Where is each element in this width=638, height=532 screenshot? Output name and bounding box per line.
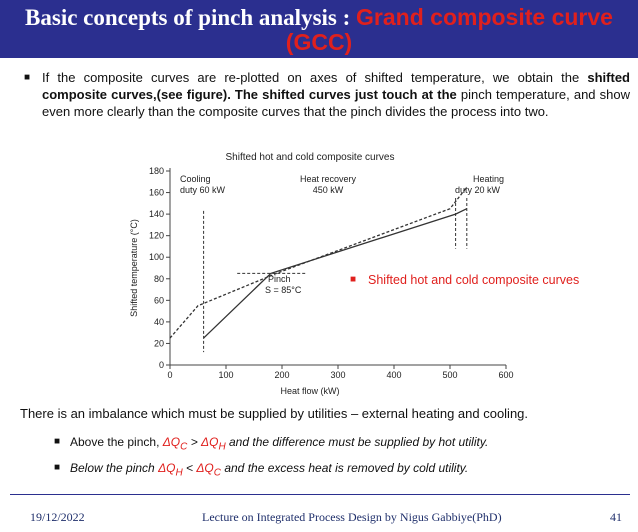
title-bar: [0, 0, 638, 58]
below-text-rest: and the excess heat is removed by cold utility.: [221, 461, 469, 475]
footer-divider: [10, 494, 630, 495]
shifted-cold-composite-curve: [170, 187, 467, 338]
operator: >: [187, 435, 202, 449]
y-axis-label: Shifted temperature (°C): [129, 219, 139, 317]
square-bullet-icon: ■: [24, 72, 31, 83]
footer-date: 19/12/2022: [30, 510, 85, 524]
pinch-annotation-line2: S = 85°C: [265, 285, 302, 295]
above-pinch-bullet: [54, 435, 488, 452]
y-tick-label: 120: [148, 230, 164, 241]
y-tick-label: 0: [158, 360, 164, 370]
y-tick-label: 100: [148, 252, 164, 263]
imbalance-text: There is an imbalance which must be supplied by utilities – external heating and cooling.: [20, 406, 529, 421]
subscript: H: [175, 467, 183, 479]
square-bullet-icon: ■: [54, 436, 61, 447]
recovery-annotation-line1: Heat recovery: [299, 174, 357, 184]
cooling-annotation-line2: duty 60 kW: [180, 185, 226, 195]
y-tick-label: 140: [148, 209, 164, 220]
intro-text-b: pinch temperature, and show even more clearly than the composite curves that the pinch divides the process into two.: [42, 86, 630, 119]
recovery-annotation-line2: 450 kW: [312, 185, 344, 195]
delta-q-symbol: ΔQ: [162, 435, 181, 449]
delta-q-symbol: ΔQ: [158, 461, 176, 475]
x-tick-label: 400: [386, 370, 402, 380]
title-main: Basic concepts of pinch analysis :: [25, 5, 351, 30]
x-tick-label: 600: [498, 370, 514, 380]
y-tick-label: 60: [153, 295, 164, 306]
intro-paragraph: [24, 70, 630, 120]
x-tick-label: 0: [167, 370, 173, 380]
y-tick-label: 80: [153, 273, 164, 284]
intro-text-a: If the composite curves are re-plotted on axes of shifted temperature, we obtain the: [42, 70, 580, 85]
x-axis-label: Heat flow (kW): [280, 386, 340, 396]
slide-title: [0, 0, 638, 55]
square-bullet-icon: ■: [350, 274, 357, 285]
y-tick-label: 20: [153, 338, 164, 349]
delta-qc: [162, 435, 188, 453]
figure-caption-text: Shifted hot and cold composite curves: [368, 273, 580, 287]
x-tick-label: 300: [330, 370, 346, 380]
delta-qc: [196, 461, 221, 479]
below-pinch-bullet: [54, 461, 468, 478]
delta-q-symbol: ΔQ: [196, 461, 214, 475]
subscript: H: [218, 441, 226, 453]
intro-text-bold: shifted composite curves,(see figure). The shifted curves just touch at the: [42, 70, 630, 102]
x-tick-label: 100: [218, 370, 234, 380]
below-text-start: Below the pinch: [70, 461, 159, 475]
title-highlight: Grand composite curve (GCC): [285, 4, 613, 55]
pinch-annotation-line1: Pinch: [268, 274, 291, 284]
cooling-annotation-line1: Cooling: [180, 174, 211, 184]
heating-annotation-line2: duty 20 kW: [455, 185, 501, 195]
delta-qh: [158, 461, 183, 479]
square-bullet-icon: ■: [54, 462, 61, 473]
footer-course: Lecture on Integrated Process Design by Nigus Gabbiye(PhD): [202, 510, 502, 524]
x-tick-label: 200: [274, 370, 290, 380]
y-tick-label: 160: [148, 187, 164, 198]
y-tick-label: 180: [148, 166, 164, 176]
subscript: C: [180, 441, 188, 453]
y-tick-label: 40: [153, 316, 164, 327]
above-text-rest: and the difference must be supplied by hot utility.: [225, 435, 489, 449]
operator: <: [182, 461, 197, 475]
chart-title: Shifted hot and cold composite curves: [225, 152, 395, 163]
subscript: C: [213, 467, 221, 479]
delta-q-symbol: ΔQ: [201, 435, 219, 449]
heating-annotation-line1: Heating: [473, 174, 505, 184]
above-text-start: Above the pinch,: [70, 435, 163, 449]
x-tick-label: 500: [442, 370, 458, 380]
figure-caption: [350, 273, 579, 287]
delta-qh: [201, 435, 226, 453]
page-number: 41: [610, 510, 622, 524]
